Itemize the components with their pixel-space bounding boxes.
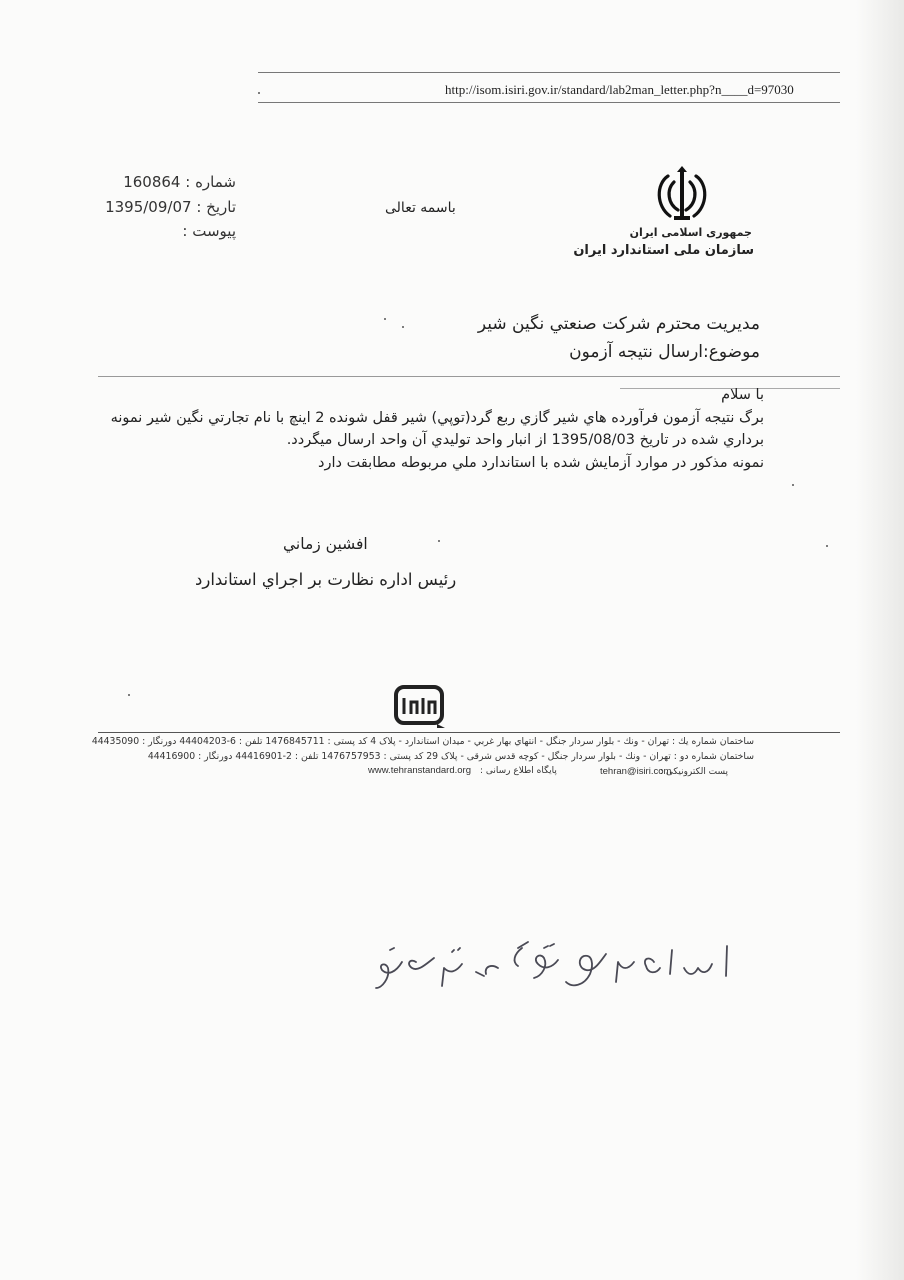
number-label: شماره : [185, 173, 236, 191]
iran-emblem-icon [650, 164, 714, 226]
scan-speck [792, 484, 794, 486]
footer-email: tehran@isiri.com [600, 766, 672, 777]
footer-website-label: پایگاه اطلاع رسانی : [480, 766, 557, 776]
standard-logo-icon [393, 684, 447, 728]
scan-line [98, 376, 840, 377]
subject: موضوع:ارسال نتيجه آزمون [569, 342, 760, 362]
scan-speck [384, 318, 386, 320]
date-value: 1395/09/07 [105, 198, 192, 216]
body-line-1: برگ نتيجه آزمون فرآورده هاي شير گازي ربع گرد(توپي) شير قفل شونده 2 اينچ با نام تجارتي نگين شير نمونه [110, 409, 764, 426]
letter-body [110, 384, 764, 474]
scan-speck [128, 694, 130, 696]
letter-number [123, 173, 236, 191]
footer-rule [98, 732, 840, 733]
footer-address-2: ساختمان شماره دو : تهران - ونك - بلوار سردار جنگل - کوچه قدس شرقی - پلاک 29 کد پستی : 1476757953 تلفن : 2-44416901 دورنگار : 44416900 [147, 751, 754, 762]
page-edge-shadow [856, 0, 904, 1280]
footer-email-label: پست الکترونیکی : [660, 767, 729, 777]
bismillah: باسمه تعالی [385, 200, 456, 216]
body-line-2: برداري شده در تاريخ 1395/08/03 از انبار واحد توليدي آن واحد ارسال ميگردد. [286, 432, 764, 448]
org-name-line1: جمهوری اسلامی ایران [629, 226, 752, 239]
date-label: تاریخ : [196, 198, 236, 216]
letter-attachment [182, 222, 236, 240]
header-rule-lower [258, 102, 840, 103]
scan-speck [258, 92, 260, 94]
number-value: 160864 [123, 173, 181, 191]
printout-url: http://isom.isiri.gov.ir/standard/lab2man_letter.php?n____d=97030 [445, 82, 794, 97]
footer-address-1: ساختمان شماره يك : تهران - ونك - بلوار سردار جنگل - انتهاي بهار غربي - ميدان استاندارد - پلاک 4 کد پستی : 1476845711 تلفن : 6-44404203 دورنگار : 44435090 [91, 736, 754, 747]
header-rule [258, 72, 840, 73]
signer-name: افشين زماني [283, 535, 368, 553]
scan-speck [402, 326, 404, 328]
body-line-3: نمونه مذكور در موارد آزمايش شده با استاندارد ملي مربوطه مطابقت دارد [318, 454, 764, 471]
org-name-line2: سازمان ملی استاندارد ایران [573, 243, 754, 258]
footer-website: www.tehranstandard.org [368, 765, 471, 776]
handwritten-note [372, 928, 737, 1008]
scan-speck [438, 540, 440, 542]
recipient: مديريت محترم شركت صنعتي نگين شير [477, 314, 760, 334]
attachment-label: پیوست : [182, 222, 236, 240]
letter-date [105, 198, 236, 216]
greeting: با سلام [721, 387, 764, 403]
signer-title: رئيس اداره نظارت بر اجراي استاندارد [195, 570, 457, 589]
scan-speck [826, 545, 828, 547]
